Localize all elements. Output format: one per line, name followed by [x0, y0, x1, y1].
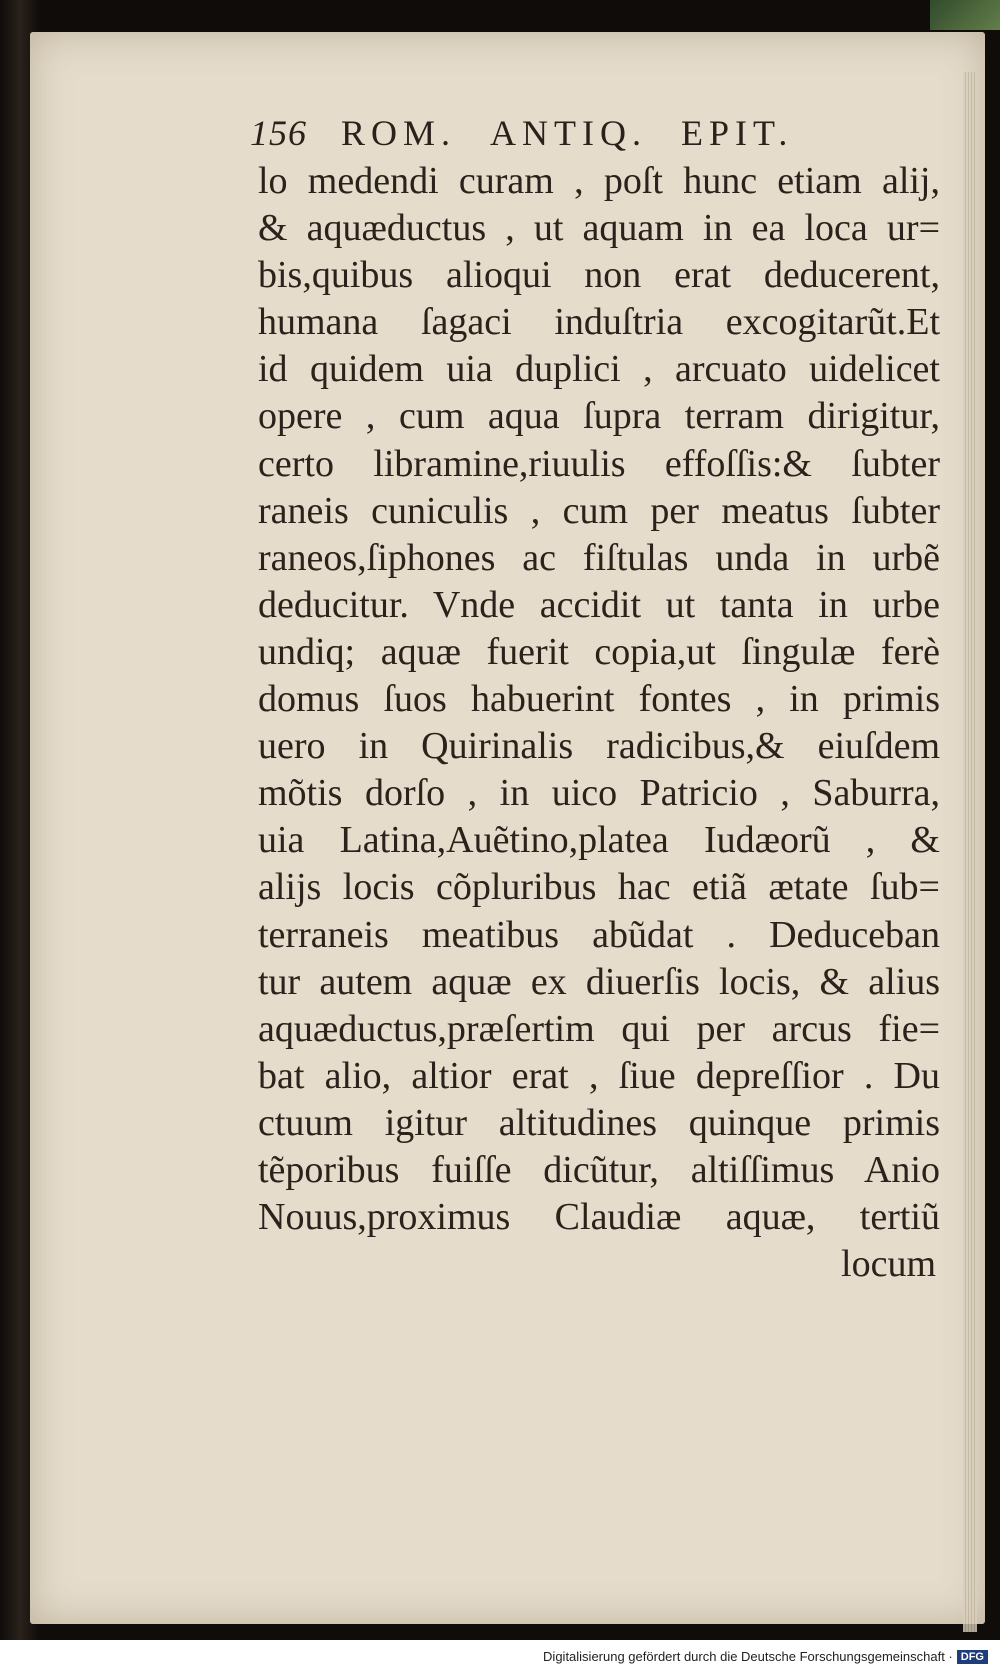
- text-line: & aquæductus , ut aquam in ea loca ur=: [258, 207, 940, 250]
- text-line: raneos,ſiphones ac fiſtulas unda in urbẽ: [258, 536, 940, 579]
- text-line: tur autem aquæ ex diuerſis locis, & alius: [258, 960, 940, 1003]
- body-text: [258, 158, 940, 1288]
- text-line: bis,quibus alioqui non erat deducerent,: [258, 254, 940, 297]
- text-line: certo libramine,riuulis effoſſis:& ſubter: [258, 442, 940, 485]
- text-line: humana ſagaci induſtria excogitarũt.Et: [258, 301, 940, 344]
- dfg-logo: DFG: [957, 1650, 988, 1664]
- text-line: ctuum igitur altitudines quinque primis: [258, 1101, 940, 1144]
- text-line: raneis cuniculis , cum per meatus ſubter: [258, 489, 940, 532]
- text-line: undiq; aquæ fuerit copia,ut ſingulæ ferè: [258, 630, 940, 673]
- text-line: domus ſuos habuerint fontes , in primis: [258, 678, 940, 721]
- text-line: id quidem uia duplici , arcuato uidelicet: [258, 348, 940, 391]
- running-head-word: ROM.: [341, 113, 457, 153]
- running-head-word: ANTIQ.: [490, 113, 648, 153]
- text-line: uero in Quirinalis radicibus,& eiuſdem: [258, 725, 940, 768]
- text-line: bat alio, altior erat , ſiue depreſſior . Du: [258, 1054, 940, 1097]
- text-line: uia Latina,Auẽtino,platea Iudæorũ , &: [258, 819, 940, 862]
- text-line: aquæductus,præſertim qui per arcus fie=: [258, 1007, 940, 1050]
- cover-corner-decoration: [930, 0, 1000, 30]
- text-line: deducitur. Vnde accidit ut tanta in urbe: [258, 583, 940, 626]
- text-line: tẽporibus fuiſſe dicũtur, altiſſimus Anio: [258, 1148, 940, 1191]
- running-head: [250, 112, 890, 154]
- text-line: opere , cum aqua ſupra terram dirigitur,: [258, 395, 940, 438]
- running-head-word: EPIT.: [681, 113, 794, 153]
- text-line: Nouus,proximus Claudiæ aquæ, tertiũ: [258, 1196, 940, 1239]
- text-line: lo medendi curam , poſt hunc etiam alij,: [258, 160, 940, 202]
- text-line: terraneis meatibus abũdat . Deduceban: [258, 913, 940, 956]
- digitization-footer: [0, 1640, 1000, 1673]
- footer-credit: Digitalisierung gefördert durch die Deutsche Forschungsgemeinschaft ·: [543, 1649, 953, 1664]
- catchword: locum: [841, 1243, 936, 1286]
- page-edges: [963, 72, 977, 1632]
- text-line: alijs locis cõpluribus hac etiã ætate ſub=: [258, 866, 940, 909]
- text-line: mõtis dorſo , in uico Patricio , Saburra,: [258, 772, 940, 815]
- page-number: 156: [250, 113, 307, 153]
